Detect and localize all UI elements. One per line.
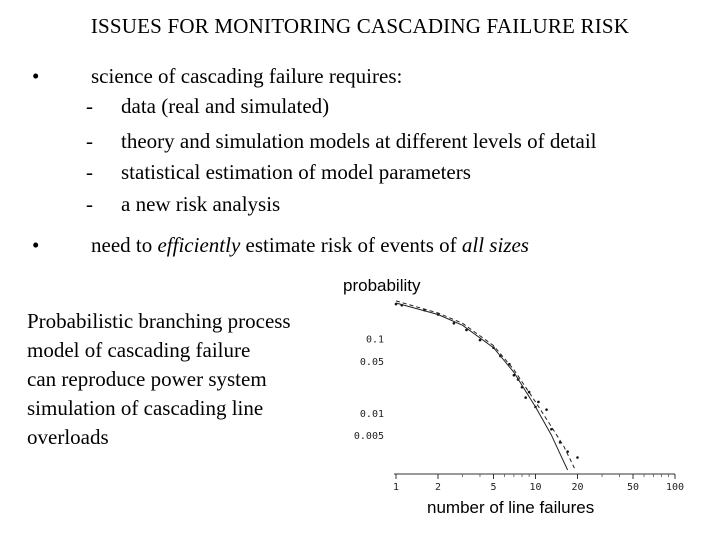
data-point (479, 339, 482, 342)
x-tick-label: 2 (434, 482, 442, 493)
sub-item-text: theory and simulation models at different levels of detail (121, 129, 597, 153)
x-tick-label: 10 (529, 482, 542, 493)
y-tick-label: 0.01 (359, 408, 384, 420)
data-point (537, 401, 540, 404)
caption-line: Probabilistic branching process (27, 309, 291, 333)
dash-marker: - (86, 192, 93, 216)
caption-line: can reproduce power system (27, 367, 267, 391)
emphasis-all-sizes: all sizes (461, 233, 529, 257)
sub-item-text: data (real and simulated) (121, 94, 330, 118)
text-part: need to (91, 233, 158, 257)
x-tick-label: 50 (626, 482, 640, 493)
caption-line: overloads (27, 425, 109, 449)
dash-marker: - (86, 160, 93, 184)
y-tick-label: 0.1 (365, 334, 384, 346)
bullet-marker: • (32, 64, 40, 88)
sub-item-text: statistical estimation of model parameters (121, 160, 471, 184)
model-curve (396, 303, 568, 470)
y-tick-label: 0.005 (353, 431, 384, 443)
x-tick-label: 1 (392, 482, 400, 493)
caption-line: simulation of cascading line (27, 396, 264, 420)
caption-line: model of cascading failure (27, 338, 251, 362)
x-tick-label: 20 (571, 482, 584, 493)
log-log-plot (340, 296, 685, 496)
bullet-marker: • (32, 233, 40, 257)
dash-marker: - (86, 94, 93, 118)
y-axis-label: probability (343, 276, 421, 295)
bullet-text: science of cascading failure requires: (91, 64, 403, 88)
y-tick-label: 0.05 (359, 356, 384, 368)
emphasis-efficiently: efficiently (157, 233, 241, 257)
data-point (576, 456, 579, 459)
bullet-text (91, 233, 529, 258)
dash-marker: - (86, 129, 93, 153)
data-point (524, 396, 527, 399)
data-point (545, 408, 548, 411)
x-tick-label: 5 (490, 482, 497, 493)
dashed-fit-curve (396, 301, 574, 468)
text-part: estimate risk of events of (240, 233, 462, 257)
sub-item-text: a new risk analysis (121, 192, 281, 216)
figure-caption (27, 307, 291, 452)
x-tick-label: 100 (665, 482, 685, 493)
x-axis-label: number of line failures (427, 498, 595, 517)
slide-title: ISSUES FOR MONITORING CASCADING FAILURE RISK (90, 14, 630, 38)
